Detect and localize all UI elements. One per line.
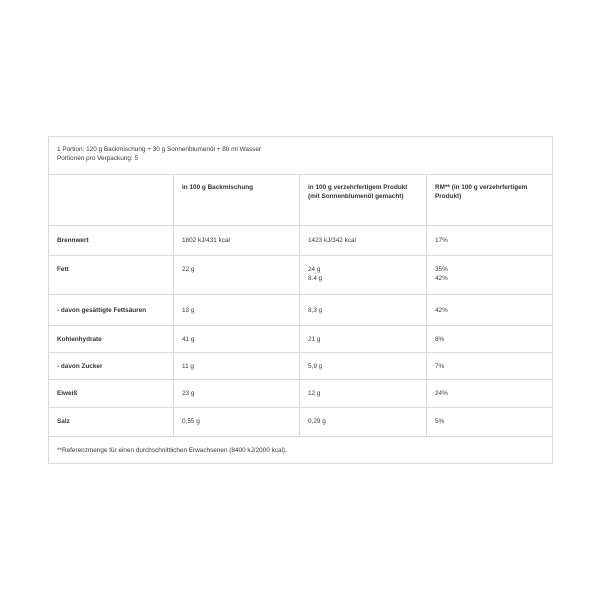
header-per-100g-mix [173,175,299,225]
row-value-mix: 23 g [173,380,299,407]
table-header-row [49,175,552,226]
row-value-mix: 41 g [173,326,299,352]
header-cell-empty [49,175,173,225]
header-reference-intake-text: RM** (in 100 g verzehrfertigem Produkt) [435,184,528,200]
row-value-ri-2: 42% [435,275,448,282]
table-row [49,326,552,353]
row-value-mix: 22 g [173,256,299,294]
row-label: Kohlenhydrate [57,336,102,343]
row-value-mix: 0,55 g [173,408,299,436]
row-value-ri: 24% [426,380,554,407]
row-value-ready: 12 g [299,380,426,407]
row-label: Salz [57,418,70,425]
header-per-100g-mix-text: in 100 g Backmischung [182,184,254,191]
row-value-ready: 5,9 g [299,353,426,379]
row-label: Eiweiß [57,390,78,397]
row-value-ready: 0,29 g [299,408,426,436]
row-value-ri [426,256,554,294]
row-value-ri: 5% [426,408,554,436]
table-row [49,353,552,380]
header-per-100g-ready-text: in 100 g verzehrfertigem Produkt (mit Sonnenblumenöl gemacht) [308,184,408,200]
portions-per-pack: Portionen pro Verpackung: 5 [57,155,139,162]
table-row [49,226,552,256]
row-value-ready [299,256,426,294]
row-value-ready: 21 g [299,326,426,352]
table-row [49,408,552,437]
row-value-ready-1: 24 g [308,266,321,273]
row-value-ri: 8% [426,326,554,352]
table-row [49,295,552,326]
row-value-ri-1: 35% [435,266,448,273]
row-value-ready-2: 8.4 g [308,275,323,282]
row-label: - davon Zucker [57,363,103,370]
row-value-ri: 7% [426,353,554,379]
table-row [49,256,552,295]
header-per-100g-ready [299,175,426,225]
table-row [49,380,552,408]
header-reference-intake [426,175,554,225]
row-label: Fett [57,266,69,273]
row-value-ready: 8,3 g [299,295,426,325]
row-label: Brennwert [57,237,89,244]
row-value-mix: 1802 kJ/431 kcal [173,226,299,255]
portion-line: 1 Portion: 120 g Backmischung + 30 g Sonnenblumenöl + 80 ml Wasser [57,146,262,153]
row-value-ri: 42% [426,295,554,325]
reference-footnote: **Referenzmenge für einen durchschnittlichen Erwachsenen (8400 kJ/2000 kcal). [57,447,287,454]
row-value-mix: 13 g [173,295,299,325]
row-value-mix: 11 g [173,353,299,379]
row-value-ri: 17% [426,226,554,255]
row-value-ready: 1423 kJ/342 kcal [299,226,426,255]
row-label: - davon gesättigte Fettsäuren [57,307,147,314]
portion-info [49,137,552,175]
nutrition-table [48,136,553,464]
